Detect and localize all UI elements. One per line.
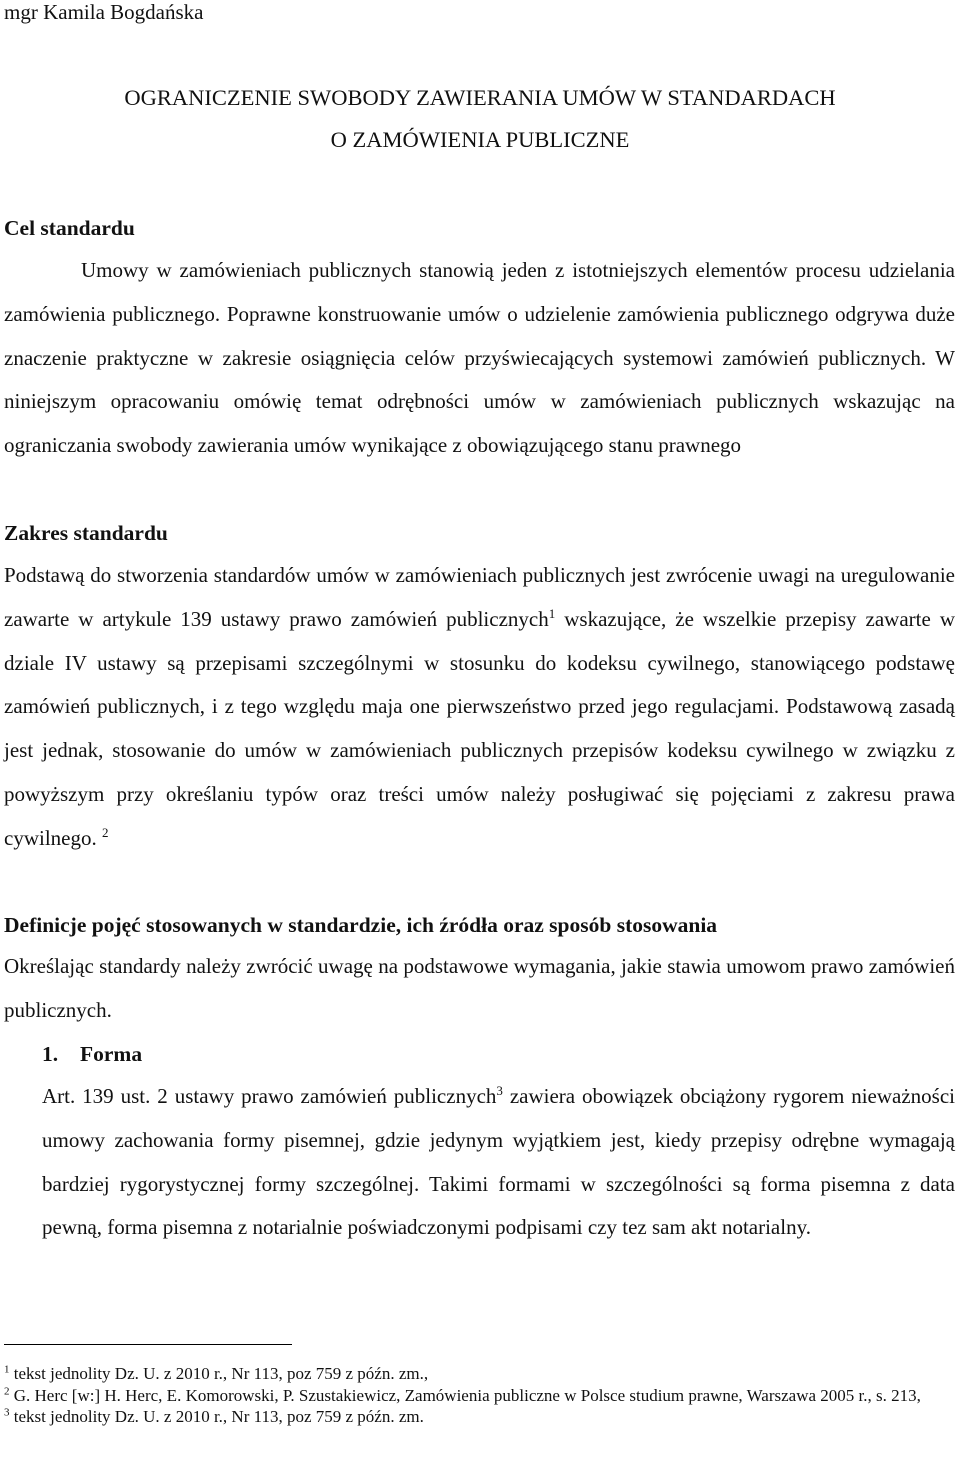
section-heading-definicje: Definicje pojęć stosowanych w standardzie, ich źródła oraz sposób stosowania: [4, 913, 718, 937]
document-title-line-1: OGRANICZENIE SWOBODY ZAWIERANIA UMÓW W STANDARDACH: [124, 85, 836, 110]
section-heading-cel: Cel standardu: [4, 216, 135, 240]
footnote-text: tekst jednolity Dz. U. z 2010 r., Nr 113, poz 759 z późn. zm.: [13, 1407, 424, 1426]
footnote-ref-2[interactable]: 2: [101, 824, 109, 840]
footnote-text: G. Herc [w:] H. Herc, E. Komorowski, P. Szustakiewicz, Zamówienia publiczne w Polsce studium prawne, Warszawa 2005 r., s. 213,: [13, 1385, 921, 1405]
section-text-definicje: Określając standardy należy zwrócić uwagę na podstawowe wymagania, jakie stawia umowom prawo zamówień publicznych.: [4, 954, 955, 1022]
section-text-cel: Umowy w zamówieniach publicznych stanowią jeden z istotniejszych elementów procesu udzielania zamówienia publicznego. Poprawne konstruowanie umów o udzielenie zamówienia publicznego odgrywa duże znaczenie praktyczne w zakresie osiągnięcia celów przyświecających systemowi zamówień publicznych. W niniejszym opracowaniu omówię temat odrębności umów w zamówieniach publicznych wskazując na ograniczania swobody zawierania umów wynikające z obowiązującego stanu prawnego: [4, 258, 955, 458]
footnote-text: tekst jednolity Dz. U. z 2010 r., Nr 113, poz 759 z późn. zm.,: [13, 1364, 429, 1383]
section-text-forma: [42, 1075, 955, 1250]
footnotes: [4, 1363, 954, 1428]
footnote-number: 1: [4, 1363, 10, 1376]
footnote-1: [4, 1363, 954, 1385]
footnote-2: [4, 1385, 954, 1407]
footnote-3: [4, 1406, 954, 1428]
list-heading-label: Forma: [80, 1042, 143, 1066]
forma-text-part-a: Art. 139 ust. 2 ustawy prawo zamówień publicznych: [42, 1084, 497, 1108]
footnote-ref-3[interactable]: 3: [496, 1083, 503, 1098]
section-text-zakres: [4, 554, 955, 861]
list-number: 1.: [42, 1042, 59, 1066]
section-heading-zakres: Zakres standardu: [4, 521, 168, 545]
document-title-line-2: O ZAMÓWIENIA PUBLICZNE: [330, 127, 630, 152]
zakres-text-part-b: wskazujące, że wszelkie przepisy zawarte w dziale IV ustawy są przepisami szczególnymi w stosunku do kodeksu cywilnego, stanowiącego podstawę zamówień publicznych, i z tego względu maja one pierwszeństwo przed jego regulacjami. Podstawową zasadą jest jednak, stosowanie do umów w zamówieniach publicznych przepisów kodeksu cywilnego w związku z powyższym przy określaniu typów oraz treści umów należy posługiwać się pojęciami z zakresu prawa cywilnego.: [4, 606, 955, 850]
footnote-number: 3: [4, 1406, 10, 1419]
list-heading-forma: [42, 1040, 142, 1068]
author-name: mgr Kamila Bogdańska: [4, 0, 204, 24]
forma-text-part-b: zawiera obowiązek obciążony rygorem nieważności umowy zachowania formy pisemnej, gdzie jedynym wyjątkiem jest, kiedy przepisy odrębne wymagają bardziej rygorystycznej formy szczególnej. Takimi formami w szczególności są forma pisemna z data pewną, forma pisemna z notarialnie poświadczonymi podpisami czy tez sam akt notarialny.: [42, 1084, 955, 1240]
footnote-ref-1[interactable]: 1: [548, 605, 556, 621]
footnote-number: 2: [4, 1384, 10, 1397]
footnote-divider: [4, 1344, 292, 1345]
zakres-text-part-a: Podstawą do stworzenia standardów umów w zamówieniach publicznych jest zwrócenie uwagi na uregulowanie zawarte w artykule 139 ustawy prawo zamówień publicznych: [4, 563, 955, 631]
